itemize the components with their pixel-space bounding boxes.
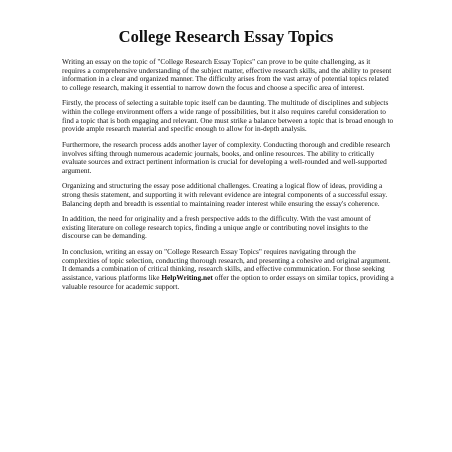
conclusion-text-before: In conclusion, writing an essay on "College Research Essay Topics" requires navigating through the complexities of topic selection, conducting thorough research, and presenting a cohesive and original argument. It demands a combination of critical thinking, research skills, and effective communication. For those seeking assistance, various platforms like bbox=[62, 247, 391, 282]
paragraph-topic-selection: Firstly, the process of selecting a suitable topic itself can be daunting. The multitude of disciplines and subjects within the college environment offers a wide range of possibilities, but it also requires careful consideration to find a topic that is both engaging and relevant. One must strike a balance between a topic that is broad enough to provide ample research material and specific enough to allow for in-depth analysis. bbox=[62, 98, 394, 134]
essay-body bbox=[62, 58, 394, 298]
conclusion-text-after: offer the option to order essays on similar topics, providing a valuable resource for academic support. bbox=[62, 272, 394, 291]
paragraph-conclusion bbox=[62, 248, 394, 291]
helpwriting-link-text: HelpWriting.net bbox=[161, 272, 213, 282]
page-title: College Research Essay Topics bbox=[118, 27, 334, 46]
paragraph-organization: Organizing and structuring the essay pose additional challenges. Creating a logical flow of ideas, providing a strong thesis statement, and supporting it with relevant evidence are integral components of a successful essay. Balancing depth and breadth is essential to maintaining reader interest while ensuring the essay's coherence. bbox=[62, 181, 388, 208]
paragraph-originality: In addition, the need for originality and a fresh perspective adds to the difficulty. With the vast amount of existing literature on college research topics, finding a unique angle or contributing novel insights to the discourse can be demanding. bbox=[62, 214, 371, 241]
paragraph-research-process: Furthermore, the research process adds another layer of complexity. Conducting thorough and credible research involves sifting through numerous academic journals, books, and online resources. The ability to critically evaluate sources and extract pertinent information is crucial for developing a well-rounded and well-supported argument. bbox=[62, 139, 391, 175]
paragraph-intro: Writing an essay on the topic of "College Research Essay Topics" can prove to be quite challenging, as it requires a comprehensive understanding of the subject matter, effective research skills, and the ability to present information in a clear and organized manner. The difficulty arises from the vast array of potential topics related to college research, making it essential to narrow down the focus and choose a specific area of interest. bbox=[62, 57, 392, 92]
